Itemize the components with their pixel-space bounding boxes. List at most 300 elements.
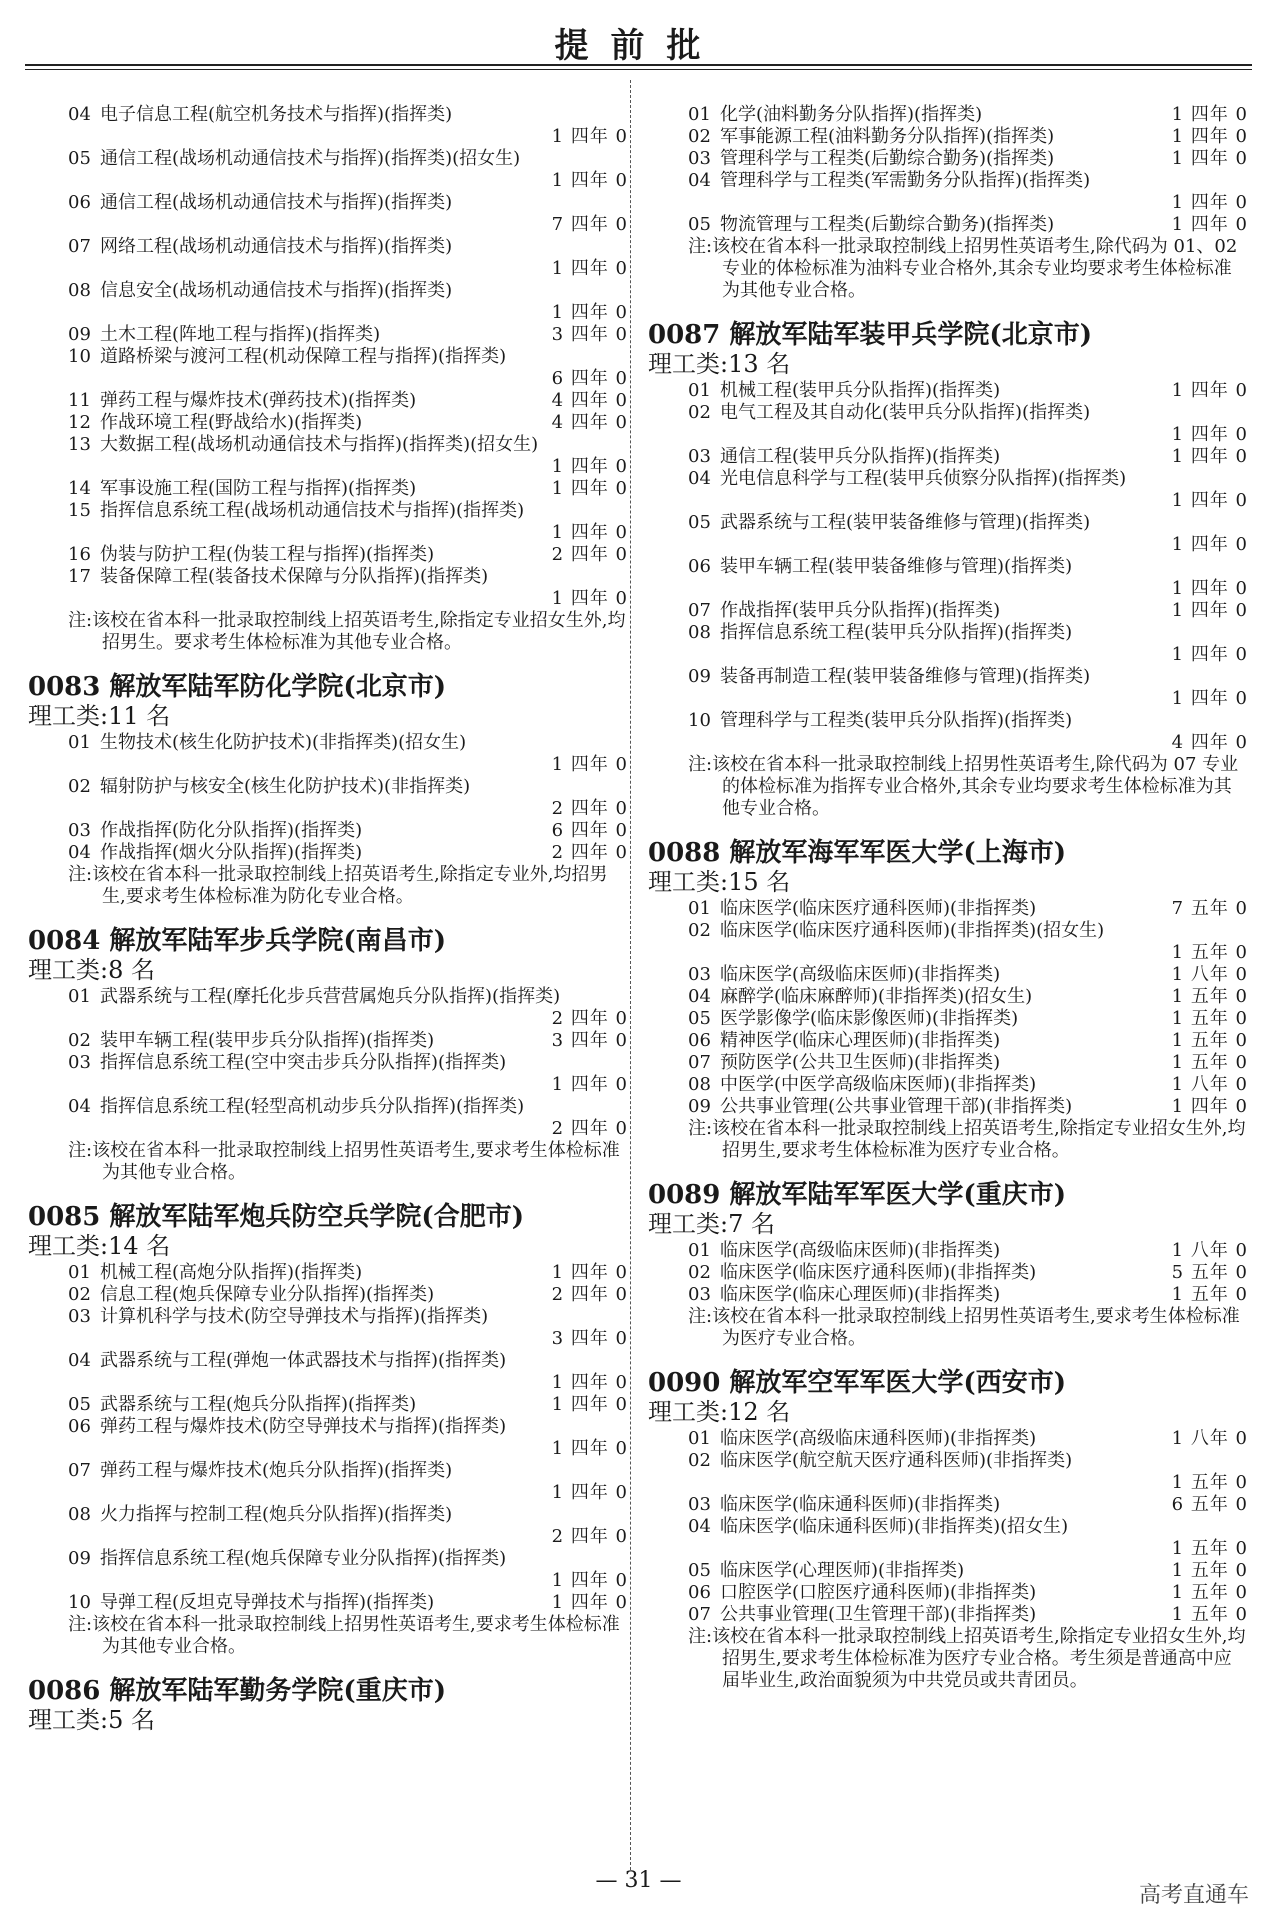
major-quota: 1 五年 0 (1171, 1560, 1248, 1581)
major-code: 08 (68, 1504, 91, 1525)
major-name: 武器系统与工程(炮兵分队指挥)(指挥类) (100, 1394, 417, 1415)
major-row (648, 468, 1248, 512)
major-quota: 1 五年 0 (1171, 1030, 1248, 1051)
major-name: 临床医学(临床通科医师)(非指挥类) (720, 1494, 1001, 1515)
major-name: 伪装与防护工程(伪装工程与指挥)(指挥类) (100, 544, 435, 565)
major-code: 04 (68, 104, 91, 125)
major-row (648, 666, 1248, 710)
major-code: 01 (68, 986, 91, 1007)
major-quota: 1 八年 0 (1171, 964, 1248, 985)
major-row (648, 1450, 1248, 1494)
major-quota: 4 四年 0 (1171, 732, 1248, 753)
major-quota-line (688, 732, 1248, 754)
category-quota: 理工类:15 名 (648, 868, 791, 896)
institution-title: 0087 解放军陆军装甲兵学院(北京市) (648, 320, 1093, 350)
major-code: 09 (68, 324, 91, 345)
major-name: 信息安全(战场机动通信技术与指挥)(指挥类) (100, 280, 453, 301)
major-code: 03 (68, 1052, 91, 1073)
major-quota: 1 四年 0 (1171, 534, 1248, 555)
major-line (688, 1450, 1248, 1472)
category-quota: 理工类:12 名 (648, 1398, 791, 1426)
major-code: 03 (688, 1284, 711, 1305)
major-row (648, 1560, 1248, 1582)
major-row (648, 1604, 1248, 1626)
admission-note: 注:该校在省本科一批录取控制线上招男性英语考生,要求考生体检标准为医疗专业合格。 (688, 1306, 1240, 1349)
major-quota: 1 五年 0 (1171, 1472, 1248, 1493)
major-quota-line (688, 644, 1248, 666)
major-quota: 4 四年 0 (551, 390, 628, 411)
major-code: 06 (68, 192, 91, 213)
major-code: 01 (688, 1240, 711, 1261)
major-row (28, 1030, 628, 1052)
major-quota-line (688, 578, 1248, 600)
major-quota: 1 四年 0 (551, 258, 628, 279)
major-quota: 3 四年 0 (551, 324, 628, 345)
major-name: 临床医学(临床心理医师)(非指挥类) (720, 1284, 1001, 1305)
major-line (68, 1350, 628, 1372)
header-rule (25, 64, 1252, 66)
major-name: 装备保障工程(装备技术保障与分队指挥)(指挥类) (100, 566, 489, 587)
major-quota: 1 四年 0 (551, 1372, 628, 1393)
major-code: 17 (68, 566, 91, 587)
major-name: 麻醉学(临床麻醉师)(非指挥类)(招女生) (720, 986, 1033, 1007)
major-row (28, 566, 628, 610)
major-code: 03 (688, 446, 711, 467)
major-quota-line (68, 1008, 628, 1030)
major-row (648, 898, 1248, 920)
major-code: 04 (688, 986, 711, 1007)
major-row (28, 1548, 628, 1592)
major-code: 03 (68, 1306, 91, 1327)
major-name: 临床医学(临床医疗通科医师)(非指挥类) (720, 1262, 1037, 1283)
major-quota-line (68, 588, 628, 610)
category-quota: 理工类:8 名 (28, 956, 155, 984)
major-row (648, 380, 1248, 402)
major-code: 04 (688, 1516, 711, 1537)
major-code: 02 (688, 1262, 711, 1283)
major-code: 07 (688, 1604, 711, 1625)
institution-title: 0090 解放军空军军医大学(西安市) (648, 1368, 1067, 1398)
major-quota-line (68, 754, 628, 776)
column-divider (630, 80, 631, 1870)
major-quota: 6 四年 0 (551, 820, 628, 841)
major-quota: 1 八年 0 (1171, 1074, 1248, 1095)
institution-title: 0088 解放军海军军医大学(上海市) (648, 838, 1067, 868)
major-line (68, 1052, 628, 1074)
major-row (648, 1240, 1248, 1262)
major-name: 指挥信息系统工程(炮兵保障专业分队指挥)(指挥类) (100, 1548, 507, 1569)
major-quota-line (688, 1472, 1248, 1494)
major-quota: 1 四年 0 (551, 1074, 628, 1095)
major-row (648, 214, 1248, 236)
major-code: 01 (68, 1262, 91, 1283)
major-line (68, 434, 628, 456)
major-row (648, 622, 1248, 666)
major-quota: 2 四年 0 (551, 842, 628, 863)
major-quota-line (68, 1372, 628, 1394)
major-code: 04 (688, 170, 711, 191)
major-quota: 1 八年 0 (1171, 1428, 1248, 1449)
major-row (28, 1306, 628, 1350)
major-line (68, 776, 628, 798)
major-name: 指挥信息系统工程(战场机动通信技术与指挥)(指挥类) (100, 500, 525, 521)
major-quota: 1 四年 0 (1171, 104, 1248, 125)
major-name: 土木工程(阵地工程与指挥)(指挥类) (100, 324, 381, 345)
major-name: 军事能源工程(油料勤务分队指挥)(指挥类) (720, 126, 1055, 147)
major-quota: 2 四年 0 (551, 798, 628, 819)
category-quota: 理工类:7 名 (648, 1210, 775, 1238)
major-name: 装甲车辆工程(装甲装备维修与管理)(指挥类) (720, 556, 1073, 577)
major-code: 02 (688, 402, 711, 423)
major-name: 计算机科学与技术(防空导弹技术与指挥)(指挥类) (100, 1306, 489, 1327)
major-code: 05 (688, 214, 711, 235)
major-quota: 1 五年 0 (1171, 1008, 1248, 1029)
major-row (648, 556, 1248, 600)
major-name: 导弹工程(反坦克导弹技术与指挥)(指挥类) (100, 1592, 435, 1613)
major-code: 05 (688, 1560, 711, 1581)
major-row (28, 986, 628, 1030)
major-quota: 1 四年 0 (551, 1570, 628, 1591)
major-name: 通信工程(战场机动通信技术与指挥)(指挥类)(招女生) (100, 148, 521, 169)
major-code: 03 (688, 148, 711, 169)
major-row (28, 776, 628, 820)
major-name: 作战指挥(防化分队指挥)(指挥类) (100, 820, 363, 841)
major-row (28, 390, 628, 412)
major-name: 临床医学(高级临床医师)(非指挥类) (720, 1240, 1001, 1261)
major-name: 网络工程(战场机动通信技术与指挥)(指挥类) (100, 236, 453, 257)
major-line (688, 710, 1248, 732)
major-quota: 1 四年 0 (1171, 446, 1248, 467)
major-code: 04 (68, 1350, 91, 1371)
major-name: 军事设施工程(国防工程与指挥)(指挥类) (100, 478, 417, 499)
left-column (28, 104, 628, 1736)
major-quota: 1 四年 0 (551, 522, 628, 543)
major-row (648, 104, 1248, 126)
major-code: 09 (68, 1548, 91, 1569)
major-code: 07 (688, 1052, 711, 1073)
major-row (28, 1350, 628, 1394)
major-code: 05 (68, 1394, 91, 1415)
major-quota: 1 四年 0 (1171, 126, 1248, 147)
major-quota: 1 四年 0 (551, 1592, 628, 1613)
major-row (648, 512, 1248, 556)
institution-title: 0084 解放军陆军步兵学院(南昌市) (28, 926, 447, 956)
major-quota-line (68, 1118, 628, 1140)
major-row (28, 842, 628, 864)
major-name: 公共事业管理(公共事业管理干部)(非指挥类) (720, 1096, 1073, 1117)
major-code: 04 (688, 468, 711, 489)
major-name: 中医学(中医学高级临床医师)(非指挥类) (720, 1074, 1037, 1095)
major-quota-line (68, 1328, 628, 1350)
major-quota: 1 四年 0 (551, 456, 628, 477)
major-quota: 1 五年 0 (1171, 1604, 1248, 1625)
major-quota: 3 四年 0 (551, 1328, 628, 1349)
major-name: 火力指挥与控制工程(炮兵分队指挥)(指挥类) (100, 1504, 453, 1525)
major-code: 08 (68, 280, 91, 301)
major-row (28, 1096, 628, 1140)
major-quota: 1 四年 0 (1171, 490, 1248, 511)
major-code: 06 (68, 1416, 91, 1437)
major-line (68, 566, 628, 588)
major-row (28, 1592, 628, 1614)
major-quota-line (688, 534, 1248, 556)
major-quota: 1 五年 0 (1171, 1582, 1248, 1603)
major-line (68, 500, 628, 522)
major-name: 临床医学(心理医师)(非指挥类) (720, 1560, 965, 1581)
major-name: 作战指挥(装甲兵分队指挥)(指挥类) (720, 600, 1001, 621)
major-name: 弹药工程与爆炸技术(炮兵分队指挥)(指挥类) (100, 1460, 453, 1481)
major-code: 04 (68, 1096, 91, 1117)
major-code: 10 (688, 710, 711, 731)
major-quota-line (688, 688, 1248, 710)
major-quota-line (68, 1482, 628, 1504)
major-quota-line (688, 1538, 1248, 1560)
major-code: 08 (688, 1074, 711, 1095)
major-line (68, 1504, 628, 1526)
major-quota: 1 四年 0 (1171, 1096, 1248, 1117)
major-line (68, 346, 628, 368)
major-name: 临床医学(临床医疗通科医师)(非指挥类) (720, 898, 1037, 919)
major-name: 机械工程(高炮分队指挥)(指挥类) (100, 1262, 363, 1283)
header-rule-thin (25, 69, 1252, 70)
major-name: 电子信息工程(航空机务技术与指挥)(指挥类) (100, 104, 453, 125)
major-row (28, 434, 628, 478)
major-line (688, 666, 1248, 688)
category-quota: 理工类:5 名 (28, 1706, 155, 1734)
major-quota: 2 四年 0 (551, 1526, 628, 1547)
major-code: 13 (68, 434, 91, 455)
major-name: 信息工程(炮兵保障专业分队指挥)(指挥类) (100, 1284, 435, 1305)
major-quota: 1 四年 0 (1171, 380, 1248, 401)
major-code: 03 (688, 1494, 711, 1515)
major-quota-line (68, 368, 628, 390)
major-row (648, 1008, 1248, 1030)
major-row (648, 600, 1248, 622)
major-code: 09 (688, 666, 711, 687)
major-name: 作战指挥(烟火分队指挥)(指挥类) (100, 842, 363, 863)
admission-note: 注:该校在省本科一批录取控制线上招男性英语考生,除代码为 01、02 专业的体检标准为油料专业合格外,其余专业均要求考生体检标准为其他专业合格。 (688, 236, 1238, 301)
major-name: 医学影像学(临床影像医师)(非指挥类) (720, 1008, 1019, 1029)
major-row (28, 346, 628, 390)
major-row (648, 1516, 1248, 1560)
major-name: 通信工程(装甲兵分队指挥)(指挥类) (720, 446, 1001, 467)
major-row (28, 1262, 628, 1284)
major-code: 02 (688, 920, 711, 941)
major-name: 管理科学与工程类(后勤综合勤务)(指挥类) (720, 148, 1055, 169)
major-name: 武器系统与工程(装甲装备维修与管理)(指挥类) (720, 512, 1091, 533)
major-line (688, 920, 1248, 942)
category-quota: 理工类:13 名 (648, 350, 791, 378)
major-code: 10 (68, 1592, 91, 1613)
major-quota-line (68, 1438, 628, 1460)
major-code: 10 (68, 346, 91, 367)
major-code: 02 (68, 1284, 91, 1305)
major-name: 化学(油料勤务分队指挥)(指挥类) (720, 104, 983, 125)
major-quota-line (68, 258, 628, 280)
major-code: 02 (688, 1450, 711, 1471)
major-quota: 2 四年 0 (551, 544, 628, 565)
major-line (68, 732, 628, 754)
major-name: 装备再制造工程(装甲装备维修与管理)(指挥类) (720, 666, 1091, 687)
major-row (28, 324, 628, 346)
major-row (28, 148, 628, 192)
major-name: 通信工程(战场机动通信技术与指挥)(指挥类) (100, 192, 453, 213)
major-code: 05 (688, 1008, 711, 1029)
major-row (648, 1284, 1248, 1306)
admission-note: 注:该校在省本科一批录取控制线上招男性英语考生,要求考生体检标准为其他专业合格。 (68, 1140, 620, 1183)
major-code: 07 (68, 236, 91, 257)
major-name: 装甲车辆工程(装甲步兵分队指挥)(指挥类) (100, 1030, 435, 1051)
major-row (28, 500, 628, 544)
major-quota-line (68, 214, 628, 236)
major-code: 01 (688, 898, 711, 919)
major-row (28, 478, 628, 500)
category-quota: 理工类:11 名 (28, 702, 171, 730)
major-line (68, 1548, 628, 1570)
page-header: 提前批 (554, 26, 723, 66)
major-row (648, 1428, 1248, 1450)
major-row (648, 920, 1248, 964)
major-quota: 2 四年 0 (551, 1118, 628, 1139)
major-row (28, 1284, 628, 1306)
major-line (68, 1306, 628, 1328)
major-row (28, 1052, 628, 1096)
major-quota: 1 四年 0 (551, 1394, 628, 1415)
major-name: 临床医学(临床通科医师)(非指挥类)(招女生) (720, 1516, 1069, 1537)
major-quota-line (68, 1570, 628, 1592)
major-code: 01 (688, 104, 711, 125)
major-name: 弹药工程与爆炸技术(弹药技术)(指挥类) (100, 390, 417, 411)
major-code: 01 (68, 732, 91, 753)
major-line (68, 986, 628, 1008)
major-line (68, 280, 628, 302)
major-code: 01 (688, 380, 711, 401)
major-quota: 2 四年 0 (551, 1008, 628, 1029)
major-row (648, 170, 1248, 214)
major-quota: 1 四年 0 (551, 1482, 628, 1503)
major-quota-line (688, 942, 1248, 964)
major-quota-line (688, 490, 1248, 512)
major-quota-line (688, 192, 1248, 214)
major-quota: 1 四年 0 (1171, 424, 1248, 445)
major-row (28, 820, 628, 842)
major-line (68, 1096, 628, 1118)
major-name: 精神医学(临床心理医师)(非指挥类) (720, 1030, 1001, 1051)
institution-title: 0083 解放军陆军防化学院(北京市) (28, 672, 447, 702)
major-name: 公共事业管理(卫生管理干部)(非指挥类) (720, 1604, 1037, 1625)
major-code: 15 (68, 500, 91, 521)
major-code: 07 (688, 600, 711, 621)
major-name: 光电信息科学与工程(装甲兵侦察分队指挥)(指挥类) (720, 468, 1127, 489)
major-name: 物流管理与工程类(后勤综合勤务)(指挥类) (720, 214, 1055, 235)
major-quota: 1 四年 0 (551, 302, 628, 323)
major-quota-line (688, 424, 1248, 446)
major-name: 管理科学与工程类(军需勤务分队指挥)(指挥类) (720, 170, 1091, 191)
admission-note: 注:该校在省本科一批录取控制线上招英语考生,除指定专业招女生外,均招男生,要求考生体检标准为医疗专业合格。 (688, 1118, 1246, 1161)
major-row (28, 236, 628, 280)
institution-title: 0085 解放军陆军炮兵防空兵学院(合肥市) (28, 1202, 525, 1232)
major-line (688, 512, 1248, 534)
major-code: 08 (688, 622, 711, 643)
major-quota: 1 四年 0 (551, 754, 628, 775)
major-name: 电气工程及其自动化(装甲兵分队指挥)(指挥类) (720, 402, 1091, 423)
major-code: 06 (688, 1582, 711, 1603)
major-code: 03 (68, 820, 91, 841)
major-quota-line (68, 522, 628, 544)
major-row (648, 964, 1248, 986)
major-row (648, 148, 1248, 170)
major-quota: 1 四年 0 (551, 170, 628, 191)
major-line (688, 170, 1248, 192)
major-row (648, 710, 1248, 754)
major-line (688, 1516, 1248, 1538)
major-name: 道路桥梁与渡河工程(机动保障工程与指挥)(指挥类) (100, 346, 507, 367)
major-name: 指挥信息系统工程(装甲兵分队指挥)(指挥类) (720, 622, 1073, 643)
major-quota: 1 四年 0 (551, 1438, 628, 1459)
institution-title: 0089 解放军陆军军医大学(重庆市) (648, 1180, 1067, 1210)
major-row (648, 446, 1248, 468)
major-line (68, 148, 628, 170)
major-name: 临床医学(临床医疗通科医师)(非指挥类)(招女生) (720, 920, 1105, 941)
major-quota: 1 五年 0 (1171, 942, 1248, 963)
major-quota-line (68, 1074, 628, 1096)
major-name: 临床医学(航空航天医疗通科医师)(非指挥类) (720, 1450, 1073, 1471)
major-name: 预防医学(公共卫生医师)(非指挥类) (720, 1052, 1001, 1073)
major-code: 05 (688, 512, 711, 533)
major-quota-line (68, 170, 628, 192)
major-name: 大数据工程(战场机动通信技术与指挥)(指挥类)(招女生) (100, 434, 539, 455)
major-name: 口腔医学(口腔医疗通科医师)(非指挥类) (720, 1582, 1037, 1603)
major-row (28, 1460, 628, 1504)
major-quota: 1 四年 0 (1171, 148, 1248, 169)
major-code: 02 (68, 1030, 91, 1051)
major-quota-line (68, 798, 628, 820)
major-row (28, 544, 628, 566)
major-quota-line (68, 126, 628, 148)
major-line (68, 1460, 628, 1482)
major-code: 14 (68, 478, 91, 499)
major-row (648, 1074, 1248, 1096)
major-quota: 1 四年 0 (1171, 688, 1248, 709)
major-quota: 1 五年 0 (1171, 1538, 1248, 1559)
major-row (648, 1494, 1248, 1516)
major-code: 03 (688, 964, 711, 985)
major-quota: 1 四年 0 (1171, 600, 1248, 621)
major-quota: 4 四年 0 (551, 412, 628, 433)
admission-note: 注:该校在省本科一批录取控制线上招英语考生,除指定专业招女生外,均招男生。要求考生体检标准为其他专业合格。 (68, 610, 626, 653)
major-line (68, 1416, 628, 1438)
major-row (28, 412, 628, 434)
major-quota: 1 五年 0 (1171, 986, 1248, 1007)
major-row (648, 1262, 1248, 1284)
major-row (28, 1394, 628, 1416)
major-code: 16 (68, 544, 91, 565)
major-quota: 1 四年 0 (551, 478, 628, 499)
major-name: 弹药工程与爆炸技术(防空导弹技术与指挥)(指挥类) (100, 1416, 507, 1437)
major-row (648, 1052, 1248, 1074)
major-quota: 1 四年 0 (551, 126, 628, 147)
major-code: 07 (68, 1460, 91, 1481)
major-quota: 1 四年 0 (1171, 578, 1248, 599)
major-row (28, 192, 628, 236)
major-line (68, 236, 628, 258)
admission-note: 注:该校在省本科一批录取控制线上招男性英语考生,除代码为 07 专业的体检标准为指挥专业合格外,其余专业均要求考生体检标准为其他专业合格。 (688, 754, 1239, 819)
major-line (688, 402, 1248, 424)
major-quota-line (68, 1526, 628, 1548)
major-quota: 7 五年 0 (1171, 898, 1248, 919)
major-row (648, 126, 1248, 148)
major-quota: 1 四年 0 (1171, 644, 1248, 665)
